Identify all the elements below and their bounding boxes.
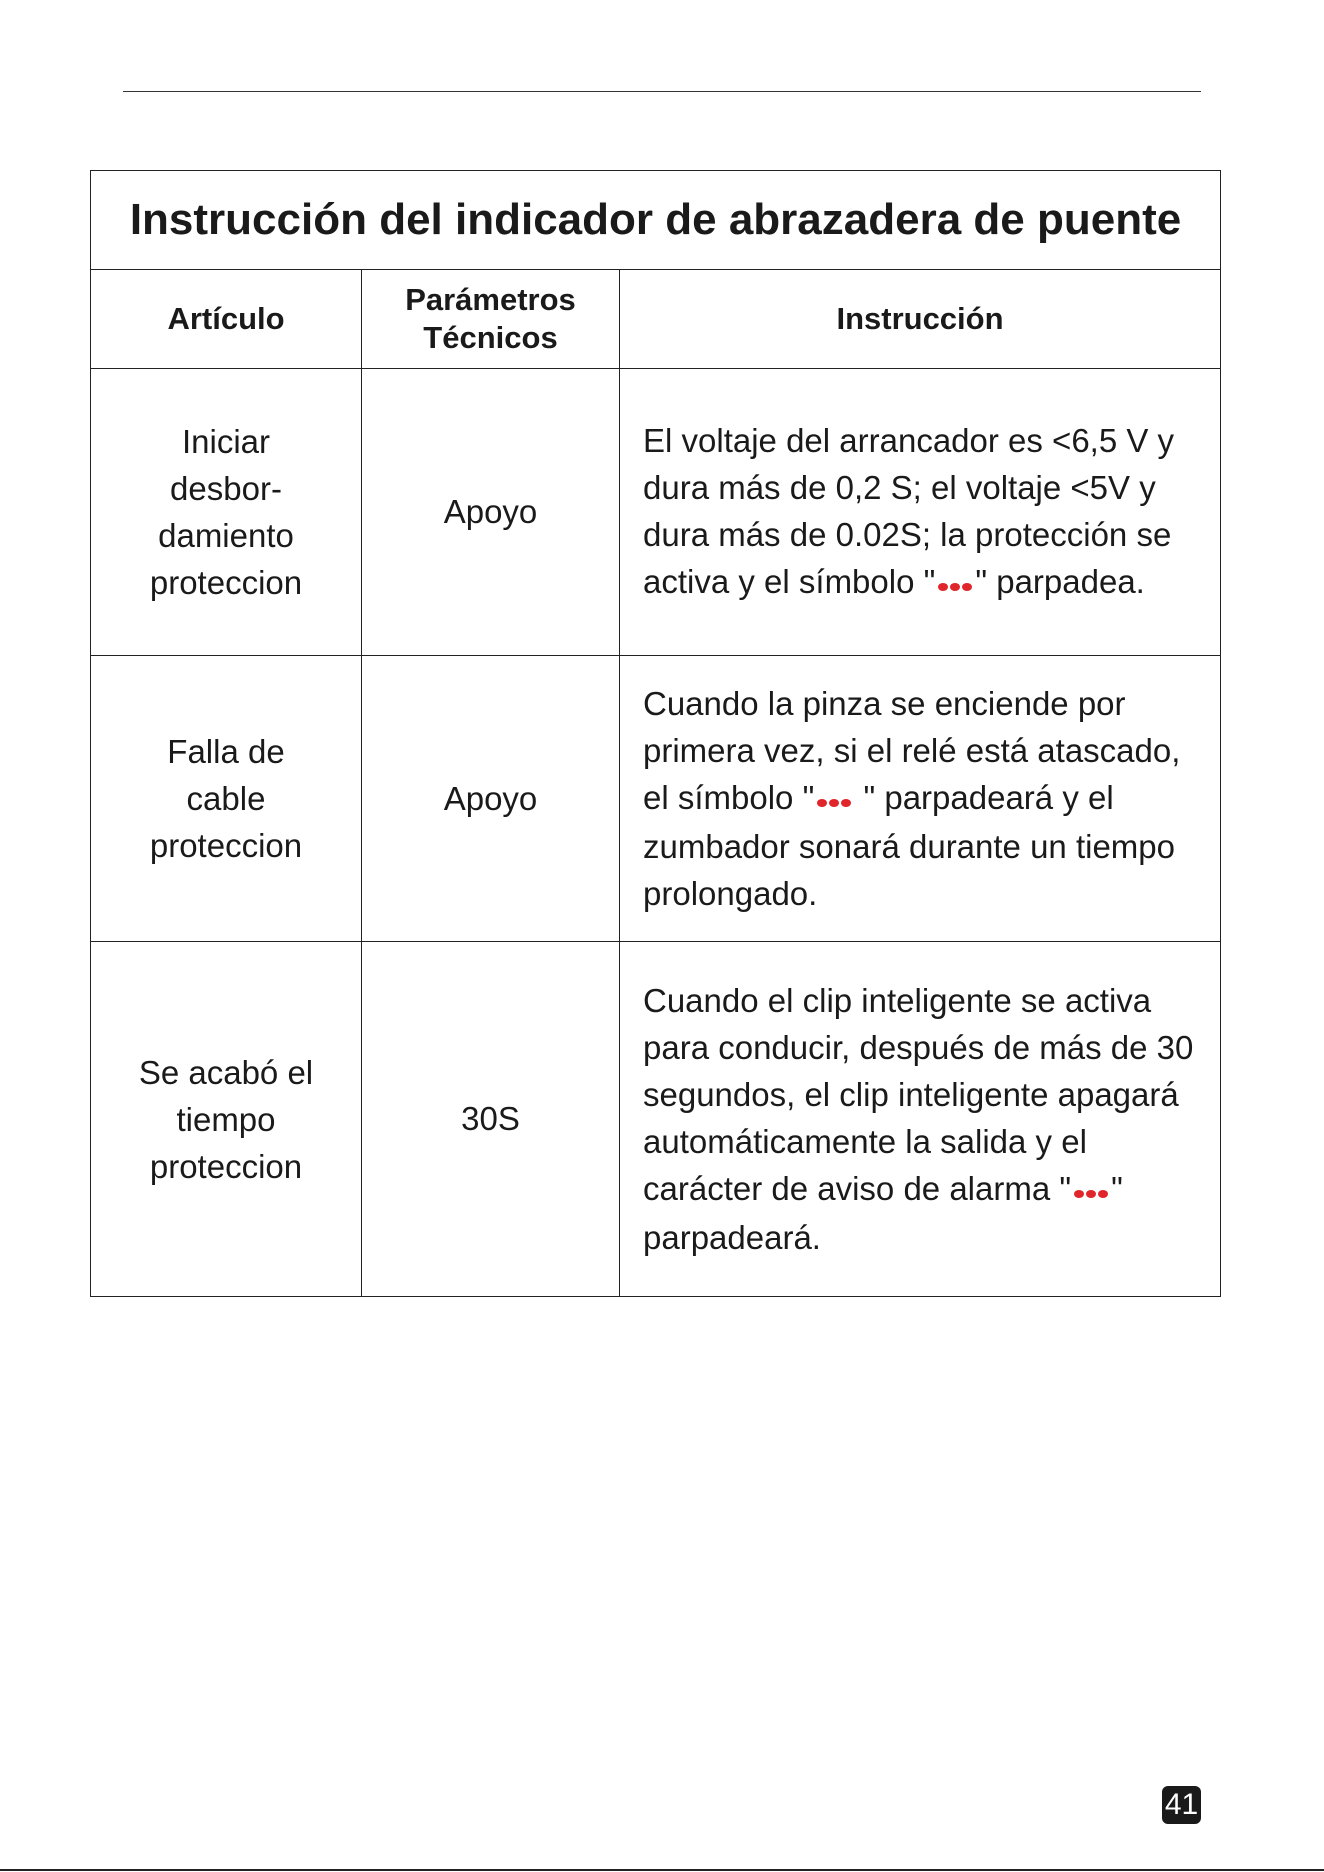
item-line: Se acabó el [138, 1053, 314, 1091]
table-title: Instrucción del indicador de abrazadera de puente [91, 171, 1221, 270]
header-params-line1: Parámetros [405, 282, 576, 317]
header-params [362, 270, 620, 369]
top-rule [123, 91, 1201, 92]
item-line: cable [186, 780, 266, 817]
page-number: 41 [1162, 1786, 1201, 1824]
table-row [91, 369, 1221, 656]
instruction-cell [620, 369, 1221, 656]
param-cell: Apoyo [362, 656, 620, 942]
item-line: desbor- [170, 470, 282, 507]
table-row [91, 942, 1221, 1297]
instruction-cell [620, 656, 1221, 942]
param-cell: 30S [362, 942, 620, 1297]
instruction-text: Cuando el clip inteligente se activa para conducir, después de más de 30 segundos, el clip inteligente apagará automáticamente la salida y el carácter de aviso de alarma " [643, 981, 1194, 1207]
item-line: Falla de [167, 733, 285, 770]
item-cell [91, 942, 362, 1297]
three-red-dots-icon [816, 776, 852, 823]
bottom-rule [0, 1869, 1324, 1871]
instruction-text: Cuando la pinza se enciende por primera vez, si el relé está atascado, el símbolo " [643, 684, 1181, 816]
instruction-text: " parpadeará y el zumbador sonará durante un tiempo prolongado. [643, 778, 1175, 913]
instruction-cell [620, 942, 1221, 1297]
param-cell: Apoyo [362, 369, 620, 656]
instruction-text: " parpadea. [975, 562, 1145, 600]
header-instruction: Instrucción [620, 270, 1221, 369]
item-line: Iniciar [181, 423, 271, 460]
item-line: proteccion [149, 1147, 303, 1185]
item-line: tiempo [176, 1100, 276, 1138]
header-item: Artículo [91, 270, 362, 369]
table-row [91, 656, 1221, 942]
item-line: proteccion [149, 827, 303, 864]
item-line: damiento [158, 517, 294, 554]
header-params-line2: Técnicos [423, 320, 558, 355]
item-line: proteccion [149, 564, 303, 601]
three-red-dots-icon [937, 560, 973, 607]
three-red-dots-icon [1073, 1167, 1109, 1214]
item-cell [91, 656, 362, 942]
instruction-text: El voltaje del arrancador es <6,5 V y dura más de 0,2 S; el voltaje <5V y dura más de 0.02S; la protección se activa y el símbolo " [643, 421, 1175, 600]
indicator-table [90, 170, 1221, 1297]
instruction-text: " parpadeará. [643, 1169, 1123, 1257]
item-cell [91, 369, 362, 656]
